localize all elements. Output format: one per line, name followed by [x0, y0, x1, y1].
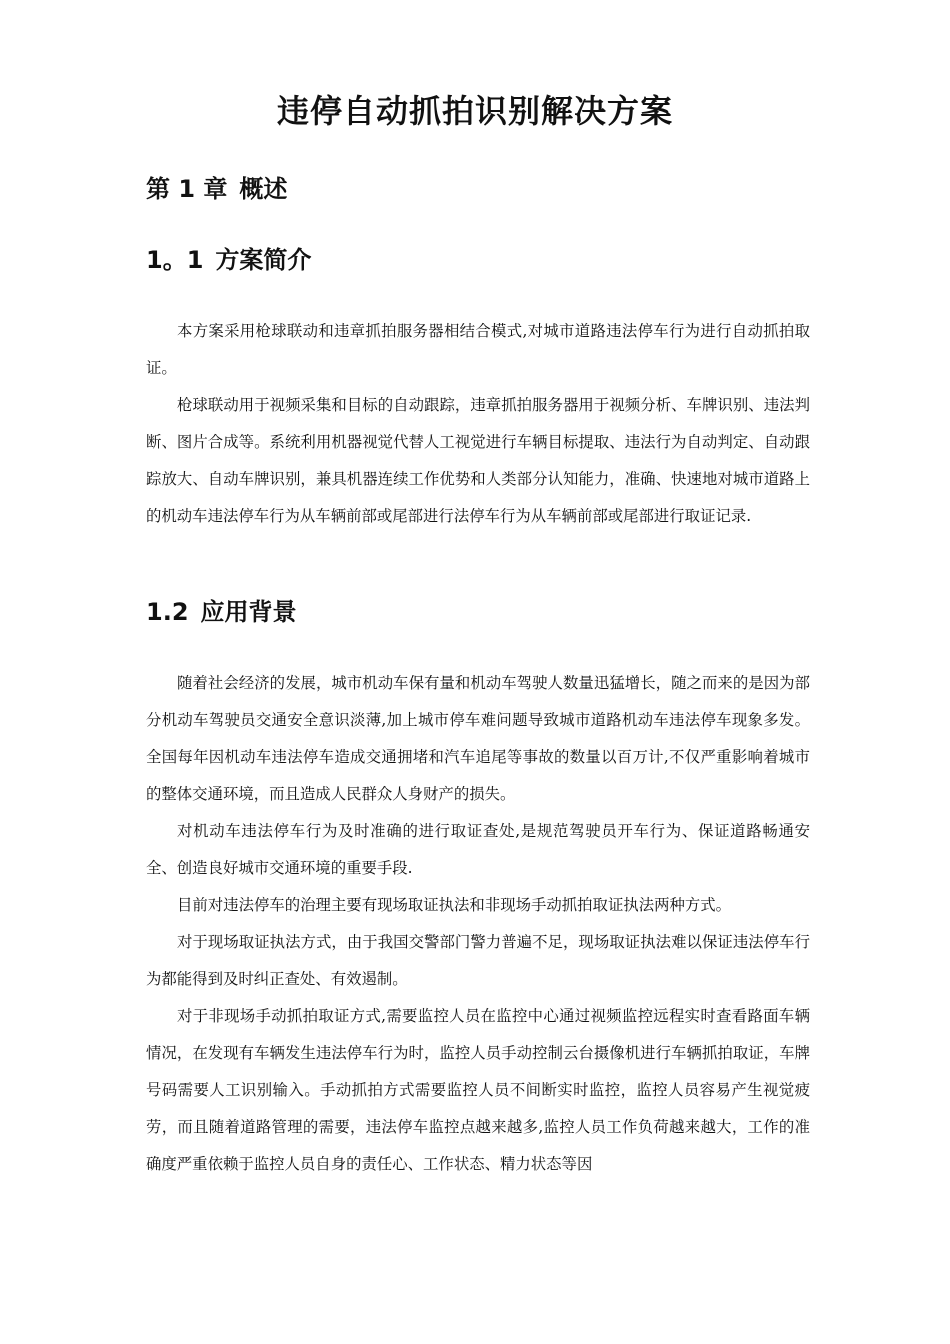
- section-heading-1-2: [146, 595, 297, 629]
- paragraph: 枪球联动用于视频采集和目标的自动跟踪，违章抓拍服务器用于视频分析、车牌识别、违法判断、图片合成等。系统利用机器视觉代替人工视觉进行车辆目标提取、违法行为自动判定、自动跟踪放大、自动车牌识别，兼具机器连续工作优势和人类部分认知能力，准确、快速地对城市道路上的机动车违法停车行为从车辆前部或尾部进行法停车行为从车辆前部或尾部进行取证记录.: [146, 396, 810, 525]
- section-heading-1-1: [146, 243, 311, 277]
- paragraph: 对于非现场手动抓拍取证方式,需要监控人员在监控中心通过视频监控远程实时查看路面车辆情况，在发现有车辆发生违法停车行为时，监控人员手动控制云台摄像机进行车辆抓拍取证，车牌号码需要人工识别输入。手动抓拍方式需要监控人员不间断实时监控，监控人员容易产生视觉疲劳，而且随着道路管理的需要，违法停车监控点越来越多,监控人员工作负荷越来越大，工作的准确度严重依赖于监控人员自身的责任心、工作状态、精力状态等因: [146, 1007, 810, 1173]
- paragraph: 目前对违法停车的治理主要有现场取证执法和非现场手动抓拍取证执法两种方式。: [177, 896, 732, 914]
- section-title: 应用背景: [200, 598, 297, 626]
- document-title: 违停自动抓拍识别解决方案: [276, 92, 673, 130]
- paragraph: 对于现场取证执法方式，由于我国交警部门警力普遍不足，现场取证执法难以保证违法停车行为都能得到及时纠正查处、有效遏制。: [146, 933, 810, 988]
- chapter-title: 概述: [239, 175, 288, 203]
- section-title: 方案简介: [215, 246, 312, 274]
- paragraph: 本方案采用枪球联动和违章抓拍服务器相结合模式,对城市道路违法停车行为进行自动抓拍取证。: [146, 322, 810, 377]
- section-number: 1.2: [146, 598, 189, 626]
- chapter-heading: [146, 172, 287, 206]
- chapter-number: 第 1 章: [146, 175, 228, 203]
- section-number: 1。1: [146, 246, 204, 274]
- paragraph: 对机动车违法停车行为及时准确的进行取证查处,是规范驾驶员开车行为、保证道路畅通安全、创造良好城市交通环境的重要手段.: [146, 822, 810, 877]
- paragraph: 随着社会经济的发展，城市机动车保有量和机动车驾驶人数量迅猛增长，随之而来的是因为部分机动车驾驶员交通安全意识淡薄,加上城市停车难问题导致城市道路机动车违法停车现象多发。全国每年因机动车违法停车造成交通拥堵和汽车追尾等事故的数量以百万计,不仅严重影响着城市的整体交通环境，而且造成人民群众人身财产的损失。: [146, 674, 810, 803]
